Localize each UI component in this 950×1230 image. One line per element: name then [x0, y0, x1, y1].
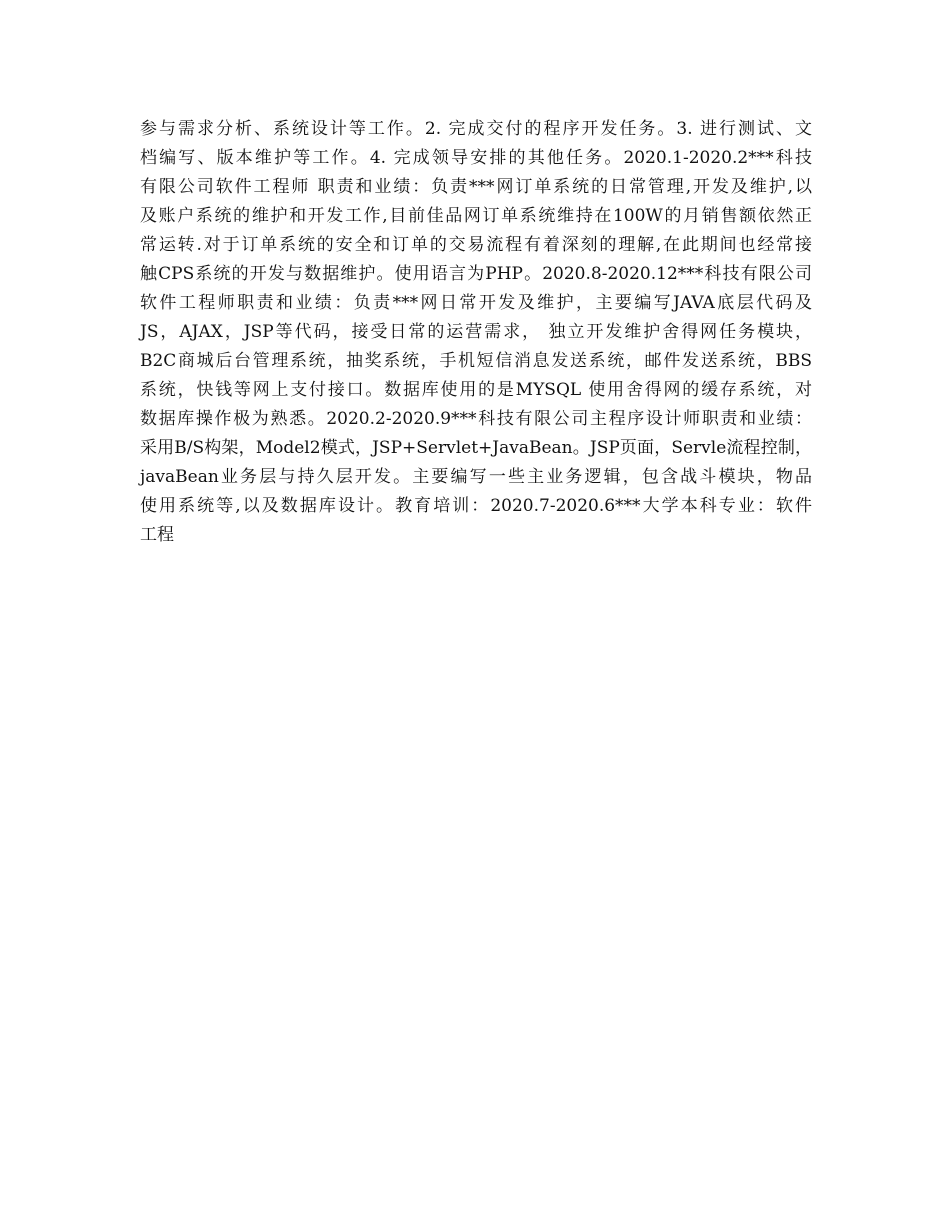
text-line: 使用系统等,以及数据库设计。教育培训：2020.7-2020.6***大学本科专业：软件 [140, 496, 812, 516]
text-line: 参与需求分析、系统设计等工作。2. 完成交付的程序开发任务。3. 进行测试、文 [140, 119, 812, 139]
text-line: B2C商城后台管理系统，抽奖系统，手机短信消息发送系统，邮件发送系统，BBS [140, 351, 812, 371]
text-line: 软件工程师职责和业绩：负责***网日常开发及维护，主要编写JAVA底层代码及 [140, 293, 812, 313]
text-line: 档编写、版本维护等工作。4. 完成领导安排的其他任务。2020.1-2020.2***科技 [140, 148, 812, 168]
text-line: 采用B/S构架，Model2模式，JSP+Servlet+JavaBean。JSP页面，Servle流程控制， [140, 438, 812, 458]
text-line: 数据库操作极为熟悉。2020.2-2020.9***科技有限公司主程序设计师职责和业绩： [140, 409, 812, 429]
text-line: 工程 [140, 525, 174, 545]
text-line: 有限公司软件工程师 职责和业绩：负责***网订单系统的日常管理,开发及维护,以 [140, 177, 812, 197]
text-line: 系统，快钱等网上支付接口。数据库使用的是MYSQL 使用舍得网的缓存系统，对 [140, 380, 812, 400]
text-line: 触CPS系统的开发与数据维护。使用语言为PHP。2020.8-2020.12***科技有限公司 [140, 264, 812, 284]
text-line: 及账户系统的维护和开发工作,目前佳品网订单系统维持在100W的月销售额依然正 [140, 206, 812, 226]
resume-text-block [140, 115, 812, 550]
text-line: javaBean业务层与持久层开发。主要编写一些主业务逻辑，包含战斗模块，物品 [140, 467, 812, 487]
text-line: JS，AJAX，JSP等代码，接受日常的运营需求， 独立开发维护舍得网任务模块， [140, 322, 812, 342]
text-line: 常运转.对于订单系统的安全和订单的交易流程有着深刻的理解,在此期间也经常接 [140, 235, 812, 255]
